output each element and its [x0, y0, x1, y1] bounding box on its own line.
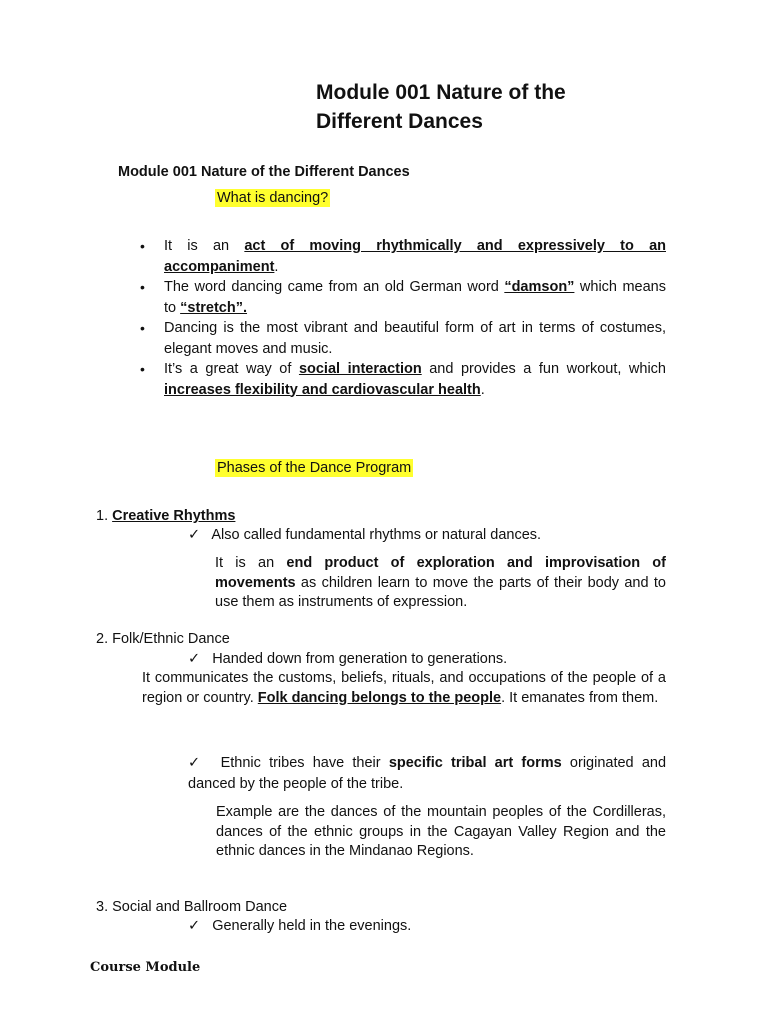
bullet-text: It is an: [164, 238, 245, 254]
check-item: [188, 917, 411, 937]
bullet-emphasis: “damson”: [504, 279, 575, 295]
list-item: [140, 359, 666, 400]
section-heading-what-is-dancing: [215, 190, 330, 206]
bullet-emphasis: “stretch”.: [180, 299, 248, 316]
paragraph-text: . It emanates from them.: [501, 689, 659, 706]
highlighted-heading: Phases of the Dance Program: [217, 460, 412, 476]
section-title: Creative Rhythms: [112, 508, 236, 524]
check-item-text: Also called fundamental rhythms or natural dances.: [211, 527, 542, 543]
check-item: [188, 753, 666, 795]
paragraph-text: It communicates the customs, beliefs, rituals, and occupations of the people of a region or country.: [142, 670, 666, 706]
section-number: 1.: [96, 508, 113, 524]
list-item: [140, 277, 666, 318]
bullet-text: The word dancing came from an old German word: [164, 279, 505, 295]
bullet-emphasis: social interaction: [298, 361, 422, 377]
check-item: [188, 650, 507, 670]
bullet-emphasis: increases flexibility and cardiovascular health: [164, 381, 481, 398]
section-2-heading: 2. Folk/Ethnic Dance: [96, 631, 230, 647]
paragraph: [215, 554, 666, 613]
highlighted-heading: What is dancing?: [217, 190, 329, 206]
example-paragraph: Example are the dances of the mountain peoples of the Cordilleras, dances of the ethnic groups in the Cagayan Valley Region and the ethnic dances in the Mindanao Regions.: [216, 804, 666, 859]
section-heading-phases: [215, 460, 413, 476]
check-item-text: Handed down from generation to generations.: [212, 651, 508, 667]
page-title: [316, 78, 646, 136]
list-item: [140, 318, 666, 359]
check-item-text: Generally held in the evenings.: [212, 918, 412, 934]
page-footer: Course Module: [90, 960, 201, 975]
paragraph-emphasis: end product of exploration and improvisation of movements: [215, 555, 666, 591]
bullet-text: .: [274, 258, 279, 275]
paragraph: [142, 669, 666, 708]
section-3-heading: 3. Social and Ballroom Dance: [96, 899, 288, 915]
title-line-2: Different Dances: [316, 110, 483, 133]
bullet-emphasis: act of moving rhythmically and expressively to an accompaniment: [164, 238, 666, 275]
module-subtitle: Module 001 Nature of the Different Dances: [118, 164, 410, 180]
bullet-text: It’s a great way of: [164, 361, 299, 377]
check-item-text: Ethnic tribes have their: [220, 755, 389, 771]
check-item-emphasis: specific tribal art forms: [388, 755, 562, 771]
section-1-heading: [96, 507, 235, 527]
bullet-text: Dancing is the most vibrant and beautiful form of art in terms of costumes, elegant moves and music.: [164, 320, 666, 357]
dancing-definition-list: [140, 236, 666, 400]
bullet-text: which means to: [164, 279, 666, 316]
bullet-text: .: [480, 381, 485, 398]
bullet-text: and provides a fun workout, which: [421, 361, 666, 377]
list-item: [140, 236, 666, 277]
title-line-1: Module 001 Nature of the: [316, 81, 566, 104]
paragraph-emphasis: Folk dancing belongs to the people: [257, 689, 502, 706]
check-item-text: originated and danced by the people of the tribe.: [188, 755, 667, 792]
check-item: [188, 526, 541, 546]
paragraph-text: as children learn to move the parts of their body and to use them as instruments of expression.: [215, 574, 666, 610]
paragraph-text: It is an: [215, 555, 287, 571]
